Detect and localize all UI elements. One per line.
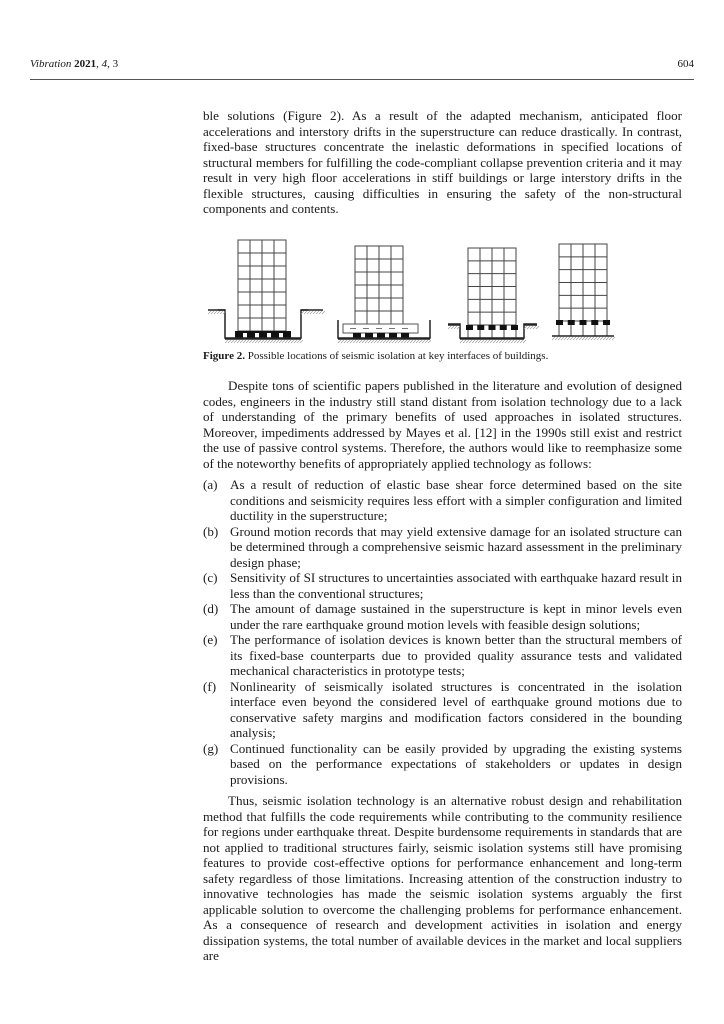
panel-4-bottom-ground-hatch	[579, 337, 582, 340]
list-item-text: Ground motion records that may yield extensive damage for an isolated structure can be determined through a comprehensive seismic hazard assessment in the preliminary design phase;	[230, 523, 682, 570]
panel-4-bottom-ground-hatch	[552, 337, 555, 340]
panel-1-bottom-ground-hatch	[225, 340, 228, 343]
panel-3-bottom-ground-hatch	[493, 340, 496, 343]
panel-1-bottom-ground-hatch	[255, 340, 258, 343]
list-item	[203, 741, 682, 788]
panel-1-right-ground-hatch	[307, 311, 310, 314]
panel-2-bottom-ground-hatch	[365, 340, 368, 343]
journal-year: 2021	[74, 58, 97, 70]
panel-1-left-ground-hatch	[214, 311, 217, 314]
list-item-label: (f)	[203, 678, 217, 694]
panel-1-right-ground-hatch	[313, 311, 316, 314]
list-item-label: (d)	[203, 601, 219, 616]
panel-2-bottom-ground-hatch	[383, 340, 386, 343]
panel-4-isolator	[591, 320, 598, 325]
panel-1-bottom-ground-hatch	[252, 340, 255, 343]
panel-4-bottom-ground-hatch	[582, 337, 585, 340]
figure-2-drawing	[203, 232, 682, 344]
panel-3-bottom-ground-hatch	[475, 340, 478, 343]
panel-3-bottom-ground-hatch	[460, 340, 463, 343]
panel-2-bottom-ground-hatch	[341, 340, 344, 343]
panel-1-bottom-ground-hatch	[294, 340, 297, 343]
paragraph-benefits-intro: Despite tons of scientific papers published in the literature and evolution of designed codes, engineers in the industry still stand distant from isolation technology due to a lack of understanding of the primary benefits of used approaches in isolated structures. Moreover, impediments addressed by Mayes et al. [12] in the 1990s still exist and restrict the use of passive control systems. Therefore, the authors would like to reemphasize some of the noteworthy benefits of appropriately applied technology as follows:	[203, 378, 682, 471]
list-item-text: Continued functionality can be easily provided by upgrading the existing systems based on the performance expectations of stakeholders or updates in design provisions.	[230, 740, 682, 787]
panel-2-bottom-ground-hatch	[380, 340, 383, 343]
panel-2-bottom-ground-hatch	[410, 340, 413, 343]
list-item	[203, 679, 682, 741]
panel-3-isolator	[477, 325, 484, 330]
panel-3-isolator	[489, 325, 496, 330]
panel-4-bottom-ground-hatch	[591, 337, 594, 340]
panel-2-bottom-ground-hatch	[377, 340, 380, 343]
panel-1-base-slab	[235, 331, 291, 333]
panel-2-bottom-ground-hatch	[338, 340, 341, 343]
panel-3-isolator	[500, 325, 507, 330]
panel-1-bottom-ground-hatch	[258, 340, 261, 343]
list-item-label: (e)	[203, 632, 218, 647]
panel-3-right-ground-hatch	[527, 326, 530, 329]
panel-2-bottom-ground-hatch	[356, 340, 359, 343]
panel-3-bottom-ground-hatch	[466, 340, 469, 343]
journal-issue: 3	[112, 58, 119, 70]
panel-1-bottom-ground-hatch	[300, 340, 303, 343]
panel-4-bottom-ground-hatch	[594, 337, 597, 340]
header-divider	[30, 79, 694, 80]
panel-4-bottom-ground-hatch	[612, 337, 615, 340]
panel-2-bottom-ground-hatch	[422, 340, 425, 343]
panel-2-bottom-ground-hatch	[386, 340, 389, 343]
panel-1-right-ground-hatch	[319, 311, 322, 314]
panel-1-bottom-ground-hatch	[276, 340, 279, 343]
figure-caption	[203, 349, 548, 363]
panel-4-bottom-ground-hatch	[564, 337, 567, 340]
panel-3-bottom-ground-hatch	[517, 340, 520, 343]
list-item	[203, 632, 682, 679]
panel-4-bottom-ground-hatch	[570, 337, 573, 340]
panel-3-bottom-ground-hatch	[520, 340, 523, 343]
panel-1-bottom-ground-hatch	[243, 340, 246, 343]
list-item	[203, 524, 682, 571]
panel-4-bottom-ground-hatch	[555, 337, 558, 340]
page-number: 604	[677, 58, 694, 70]
panel-3-bottom-ground-hatch	[496, 340, 499, 343]
panel-1-bottom-ground-hatch	[282, 340, 285, 343]
list-item-label: (a)	[203, 477, 218, 492]
panel-1-bottom-ground-hatch	[297, 340, 300, 343]
panel-1-bottom-ground-hatch	[270, 340, 273, 343]
panel-3-bottom-ground-hatch	[484, 340, 487, 343]
panel-3-right-ground-hatch	[533, 326, 536, 329]
figure-caption-label: Figure 2.	[203, 350, 245, 362]
panel-4-bottom-ground-hatch	[558, 337, 561, 340]
panel-1-bottom-ground-hatch	[291, 340, 294, 343]
panel-1-bottom-ground-hatch	[249, 340, 252, 343]
panel-2-bottom-ground-hatch	[428, 340, 431, 343]
panel-3-bottom-ground-hatch	[478, 340, 481, 343]
panel-4-bottom-ground-hatch	[573, 337, 576, 340]
panel-2-bottom-ground-hatch	[425, 340, 428, 343]
list-item-text: Nonlinearity of seismically isolated structures is concentrated in the isolation interface even beyond the considered level of earthquake ground motions due to conservative safety margins and modification factors considered in the bounding analysis;	[230, 678, 682, 740]
panel-2-bottom-ground-hatch	[401, 340, 404, 343]
panel-1-bottom-ground-hatch	[267, 340, 270, 343]
panel-3-bottom-ground-hatch	[490, 340, 493, 343]
panel-2-bottom-ground-hatch	[416, 340, 419, 343]
list-item-label: (g)	[203, 740, 219, 756]
list-item-text: The performance of isolation devices is known better than the structural members of its fixed-base counterparts due to provided quality assurance tests and validated mechanical characteristics in prototype tests;	[230, 632, 682, 678]
panel-2-bottom-ground-hatch	[374, 340, 377, 343]
panel-2-bottom-ground-hatch	[407, 340, 410, 343]
list-item	[203, 601, 682, 632]
panel-4-bottom-ground-hatch	[609, 337, 612, 340]
list-item-label: (c)	[203, 570, 218, 585]
panel-1-bottom-ground-hatch	[228, 340, 231, 343]
panel-1-right-ground-hatch	[322, 311, 325, 314]
panel-2-bottom-ground-hatch	[350, 340, 353, 343]
panel-2-bottom-ground-hatch	[398, 340, 401, 343]
panel-1-bottom-ground-hatch	[246, 340, 249, 343]
panel-1-left-ground-hatch	[208, 311, 211, 314]
panel-1-bottom-ground-hatch	[231, 340, 234, 343]
panel-3-right-ground-hatch	[530, 326, 533, 329]
panel-2-bottom-ground-hatch	[353, 340, 356, 343]
panel-4-isolator	[580, 320, 587, 325]
panel-1-bottom-ground-hatch	[261, 340, 264, 343]
panel-1-bottom-ground-hatch	[240, 340, 243, 343]
journal-volume: 4	[101, 58, 108, 70]
panel-1-right-ground-hatch	[310, 311, 313, 314]
panel-2-bottom-ground-hatch	[392, 340, 395, 343]
panel-3-bottom-ground-hatch	[481, 340, 484, 343]
panel-2-bottom-ground-hatch	[371, 340, 374, 343]
panel-2-bottom-ground-hatch	[413, 340, 416, 343]
panel-2-bottom-ground-hatch	[389, 340, 392, 343]
panel-2-bottom-ground-hatch	[347, 340, 350, 343]
panel-4-bottom-ground-hatch	[576, 337, 579, 340]
panel-3-right-ground-hatch	[536, 326, 539, 329]
journal-name: Vibration	[30, 58, 72, 70]
benefits-list	[203, 477, 682, 787]
panel-3-left-ground-hatch	[448, 326, 451, 329]
panel-1-left-ground-hatch	[211, 311, 214, 314]
panel-3-bottom-ground-hatch	[487, 340, 490, 343]
panel-4-bottom-ground-hatch	[606, 337, 609, 340]
panel-2-bottom-ground-hatch	[359, 340, 362, 343]
list-item-text: The amount of damage sustained in the superstructure is kept in minor levels even under the rare earthquake ground motion levels with feasible design solutions;	[230, 601, 682, 632]
panel-2-bottom-ground-hatch	[344, 340, 347, 343]
panel-2-bottom-ground-hatch	[362, 340, 365, 343]
panel-4-isolator	[603, 320, 610, 325]
panel-3-bottom-ground-hatch	[514, 340, 517, 343]
list-item-text: Sensitivity of SI structures to uncertainties associated with earthquake hazard result in less than the conventional structures;	[230, 570, 682, 601]
panel-1-bottom-ground-hatch	[234, 340, 237, 343]
panel-1-bottom-ground-hatch	[237, 340, 240, 343]
panel-3-bottom-ground-hatch	[469, 340, 472, 343]
panel-3-bottom-ground-hatch	[523, 340, 526, 343]
panel-2-bottom-ground-hatch	[395, 340, 398, 343]
panel-3-bottom-ground-hatch	[502, 340, 505, 343]
panel-4-bottom-ground-hatch	[600, 337, 603, 340]
panel-3-bottom-ground-hatch	[505, 340, 508, 343]
panel-3-isolator	[511, 325, 518, 330]
panel-3-bottom-ground-hatch	[508, 340, 511, 343]
figure-caption-text: Possible locations of seismic isolation at key interfaces of buildings.	[244, 350, 549, 362]
panel-1-right-ground-hatch	[304, 311, 307, 314]
list-item	[203, 570, 682, 601]
figure-2-isolation-locations	[203, 232, 682, 344]
panel-4-bottom-ground-hatch	[597, 337, 600, 340]
panel-1-left-ground-hatch	[217, 311, 220, 314]
panel-4-bottom-ground-hatch	[567, 337, 570, 340]
list-item-text: As a result of reduction of elastic base shear force determined based on the site conditions and seismicity requires less effort with a simpler configuration and limited ductility in the superstructure;	[230, 477, 682, 523]
panel-4-isolator	[568, 320, 575, 325]
panel-3-bottom-ground-hatch	[511, 340, 514, 343]
paragraph-continuation: ble solutions (Figure 2). As a result of the adapted mechanism, anticipated floor accelerations and interstory drifts in the superstructure can reduce drastically. In contrast, fixed-base structures concentrate the inelastic deformations in specified locations of structural members for fulfilling the code-compliant collapse prevention criteria and it may result in very high floor accelerations in stiff buildings or large interstory drifts in the flexible structures, causing difficulties in ensuring the safety of the non-structural components and contents.	[203, 108, 682, 216]
panel-3-left-ground-hatch	[451, 326, 454, 329]
panel-1-bottom-ground-hatch	[264, 340, 267, 343]
panel-1-bottom-ground-hatch	[273, 340, 276, 343]
panel-3-left-ground-hatch	[454, 326, 457, 329]
panel-1-right-ground-hatch	[316, 311, 319, 314]
panel-1-bottom-ground-hatch	[279, 340, 282, 343]
panel-4-bottom-ground-hatch	[561, 337, 564, 340]
list-item	[203, 477, 682, 524]
panel-2-bottom-ground-hatch	[368, 340, 371, 343]
panel-4-bottom-ground-hatch	[603, 337, 606, 340]
panel-1-left-ground-hatch	[220, 311, 223, 314]
panel-1-bottom-ground-hatch	[285, 340, 288, 343]
journal-citation: Vibration 2021, 4, 3	[30, 58, 119, 70]
running-header	[30, 58, 694, 76]
list-item-label: (b)	[203, 523, 219, 539]
paragraph-conclusion: Thus, seismic isolation technology is an alternative robust design and rehabilitation method that fulfills the code requirements while contributing to the community resilience for regions under earthquake threat. Despite burdensome requirements in standards that are not applied to traditional structures fairly, seismic isolation systems still have promising features to provide cost-effective options for performance enhancement and long-term safety regardless of those limitations. Increasing attention of the construction industry to innovative technologies has made the seismic isolation systems arguably the first applicable solution to overcome the challenging problems for performance enhancement. As a consequence of research and development activities in isolation and energy dissipation systems, the total number of available devices in the market and local suppliers are	[203, 793, 682, 963]
panel-3-isolator	[466, 325, 473, 330]
panel-2-bottom-ground-hatch	[404, 340, 407, 343]
panel-2-bottom-ground-hatch	[419, 340, 422, 343]
panel-4-isolator	[556, 320, 563, 325]
panel-3-bottom-ground-hatch	[499, 340, 502, 343]
panel-4-bottom-ground-hatch	[585, 337, 588, 340]
panel-4-bottom-ground-hatch	[588, 337, 591, 340]
panel-3-bottom-ground-hatch	[463, 340, 466, 343]
panel-3-bottom-ground-hatch	[472, 340, 475, 343]
panel-1-bottom-ground-hatch	[288, 340, 291, 343]
